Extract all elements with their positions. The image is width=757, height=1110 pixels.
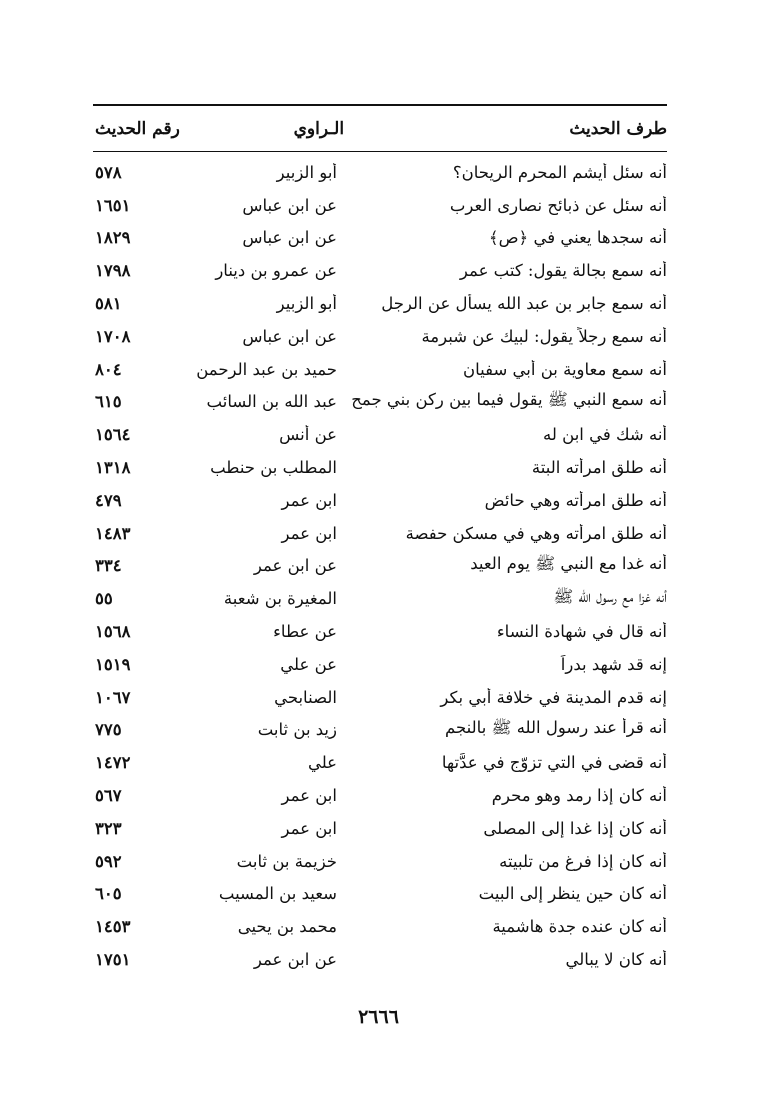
cell-tarf: أنه قضى في التي تزوّج في عدَّتها (441, 753, 667, 773)
table-row (93, 648, 667, 681)
cell-rawi: ابن عمر (281, 490, 337, 510)
cell-raqm: ١٧٩٨ (95, 261, 131, 281)
cell-raqm: ٧٧٥ (95, 720, 122, 740)
header-tarf: طرف الحديث (569, 118, 667, 139)
table-row (93, 254, 667, 287)
table-row (93, 353, 667, 386)
cell-rawi: حميد بن عبد الرحمن (196, 359, 337, 379)
cell-raqm: ٥٥ (95, 589, 113, 609)
cell-tarf: أنه غزا مع رسول الله ﷺ (553, 586, 667, 606)
cell-raqm: ١٤٥٣ (95, 917, 131, 937)
cell-raqm: ١٥١٩ (95, 654, 131, 674)
cell-tarf: أنه طلق امرأته وهي في مسكن حفصة (405, 523, 667, 543)
cell-tarf: أنه قال في شهادة النساء (496, 622, 667, 642)
table-row (93, 418, 667, 451)
cell-rawi: عن ابن عمر (253, 556, 337, 576)
cell-tarf: أنه سمع رجلاً يقول: لبيك عن شبرمة (421, 326, 667, 346)
cell-rawi: عن ابن عباس (242, 228, 337, 248)
cell-tarf: أنه سئل عن ذبائح نصارى العرب (449, 195, 667, 215)
cell-tarf: أنه طلق امرأته البتة (531, 458, 667, 478)
cell-tarf: أنه طلق امرأته وهي حائض (484, 490, 667, 510)
cell-tarf: إنه قدم المدينة في خلافة أبي بكر (440, 687, 667, 707)
cell-rawi: عن ابن عمر (253, 950, 337, 970)
cell-tarf: أنه سجدها يعني في ﴿ص﴾ (488, 228, 667, 248)
cell-rawi: الصنابحي (274, 687, 337, 707)
page-number: ٢٦٦٦ (358, 1006, 399, 1028)
table-row (93, 156, 667, 189)
cell-rawi: عن ابن عباس (242, 326, 337, 346)
cell-tarf: أنه كان لا يبالي (565, 950, 667, 970)
table-row (93, 615, 667, 648)
cell-tarf: أنه شك في ابن له (543, 425, 667, 445)
table-row (93, 746, 667, 779)
cell-rawi: أبو الزبير (276, 162, 337, 182)
table-row (93, 451, 667, 484)
table-row (93, 910, 667, 943)
cell-tarf: أنه كان إذا فرغ من تلبيته (499, 851, 667, 871)
cell-raqm: ٦١٥ (95, 392, 122, 412)
cell-raqm: ٥٨١ (95, 294, 122, 314)
table-row (93, 943, 667, 976)
cell-rawi: ابن عمر (281, 818, 337, 838)
cell-tarf: أنه كان إذا غدا إلى المصلى (483, 818, 667, 838)
table-row (93, 189, 667, 222)
cell-tarf: أنه كان عنده جدة هاشمية (492, 917, 667, 937)
cell-rawi: أبو الزبير (276, 294, 337, 314)
cell-rawi: خزيمة بن ثابت (236, 851, 337, 871)
cell-raqm: ١٦٥١ (95, 195, 131, 215)
cell-tarf: أنه كان إذا رمد وهو محرم (491, 786, 667, 806)
cell-rawi: عن عطاء (273, 622, 337, 642)
table-body (93, 152, 667, 976)
cell-raqm: ١٣١٨ (95, 458, 131, 478)
cell-rawi: عن عمرو بن دينار (215, 261, 337, 281)
table-row (93, 222, 667, 255)
cell-rawi: المطلب بن حنطب (210, 458, 337, 478)
table-row (93, 779, 667, 812)
cell-raqm: ١٠٦٧ (95, 687, 131, 707)
cell-rawi: علي (307, 753, 337, 773)
cell-tarf: أنه سئل أيشم المحرم الريحان؟ (452, 162, 667, 182)
cell-rawi: محمد بن يحيى (237, 917, 337, 937)
cell-rawi: سعيد بن المسيب (218, 884, 337, 904)
cell-tarf: أنه كان حين ينظر إلى البيت (478, 884, 667, 904)
cell-tarf: أنه سمع جابر بن عبد الله يسأل عن الرجل (381, 294, 667, 314)
cell-raqm: ٥٩٢ (95, 851, 122, 871)
table-row (93, 550, 667, 583)
cell-rawi: عن ابن عباس (242, 195, 337, 215)
cell-tarf: أنه سمع بجالة يقول: كتب عمر (459, 261, 667, 281)
cell-raqm: ١٨٢٩ (95, 228, 131, 248)
cell-tarf: أنه سمع معاوية بن أبي سفيان (462, 359, 667, 379)
cell-raqm: ٨٠٤ (95, 359, 122, 379)
cell-tarf: أنه غدا مع النبي ﷺ يوم العيد (470, 553, 667, 573)
cell-raqm: ٦٠٥ (95, 884, 122, 904)
table-row (93, 320, 667, 353)
table-row (93, 878, 667, 911)
cell-raqm: ٣٢٣ (95, 818, 122, 838)
cell-raqm: ٥٦٧ (95, 786, 122, 806)
table-row (93, 681, 667, 714)
cell-rawi: ابن عمر (281, 786, 337, 806)
table-row (93, 484, 667, 517)
cell-raqm: ١٥٦٨ (95, 622, 131, 642)
cell-raqm: ١٤٨٣ (95, 523, 131, 543)
cell-rawi: عبد الله بن السائب (206, 392, 337, 412)
cell-rawi: المغيرة بن شعبة (223, 589, 337, 609)
table-row (93, 845, 667, 878)
header-raqm: رقم الحديث (95, 118, 180, 139)
cell-raqm: ٥٧٨ (95, 162, 122, 182)
cell-raqm: ١٥٦٤ (95, 425, 131, 445)
table-row (93, 517, 667, 550)
table-header (93, 106, 667, 151)
cell-raqm: ١٧٠٨ (95, 326, 131, 346)
cell-rawi: عن علي (280, 654, 337, 674)
cell-raqm: ١٧٥١ (95, 950, 131, 970)
cell-raqm: ٣٣٤ (95, 556, 122, 576)
cell-rawi: زيد بن ثابت (257, 720, 337, 740)
cell-tarf: إنه قد شهد بدراً (560, 654, 667, 674)
table-row (93, 812, 667, 845)
header-rawi: الـراوي (293, 118, 345, 139)
cell-rawi: ابن عمر (281, 523, 337, 543)
cell-tarf: أنه قرأ عند رسول الله ﷺ بالنجم (445, 717, 667, 737)
table-row (93, 287, 667, 320)
cell-tarf: أنه سمع النبي ﷺ يقول فيما بين ركن بني جمح (351, 389, 667, 409)
cell-raqm: ٤٧٩ (95, 490, 122, 510)
hadith-index-page (93, 104, 667, 976)
table-row (93, 714, 667, 747)
cell-raqm: ١٤٧٢ (95, 753, 131, 773)
cell-rawi: عن أنس (279, 425, 337, 445)
table-row (93, 386, 667, 419)
table-row (93, 582, 667, 615)
